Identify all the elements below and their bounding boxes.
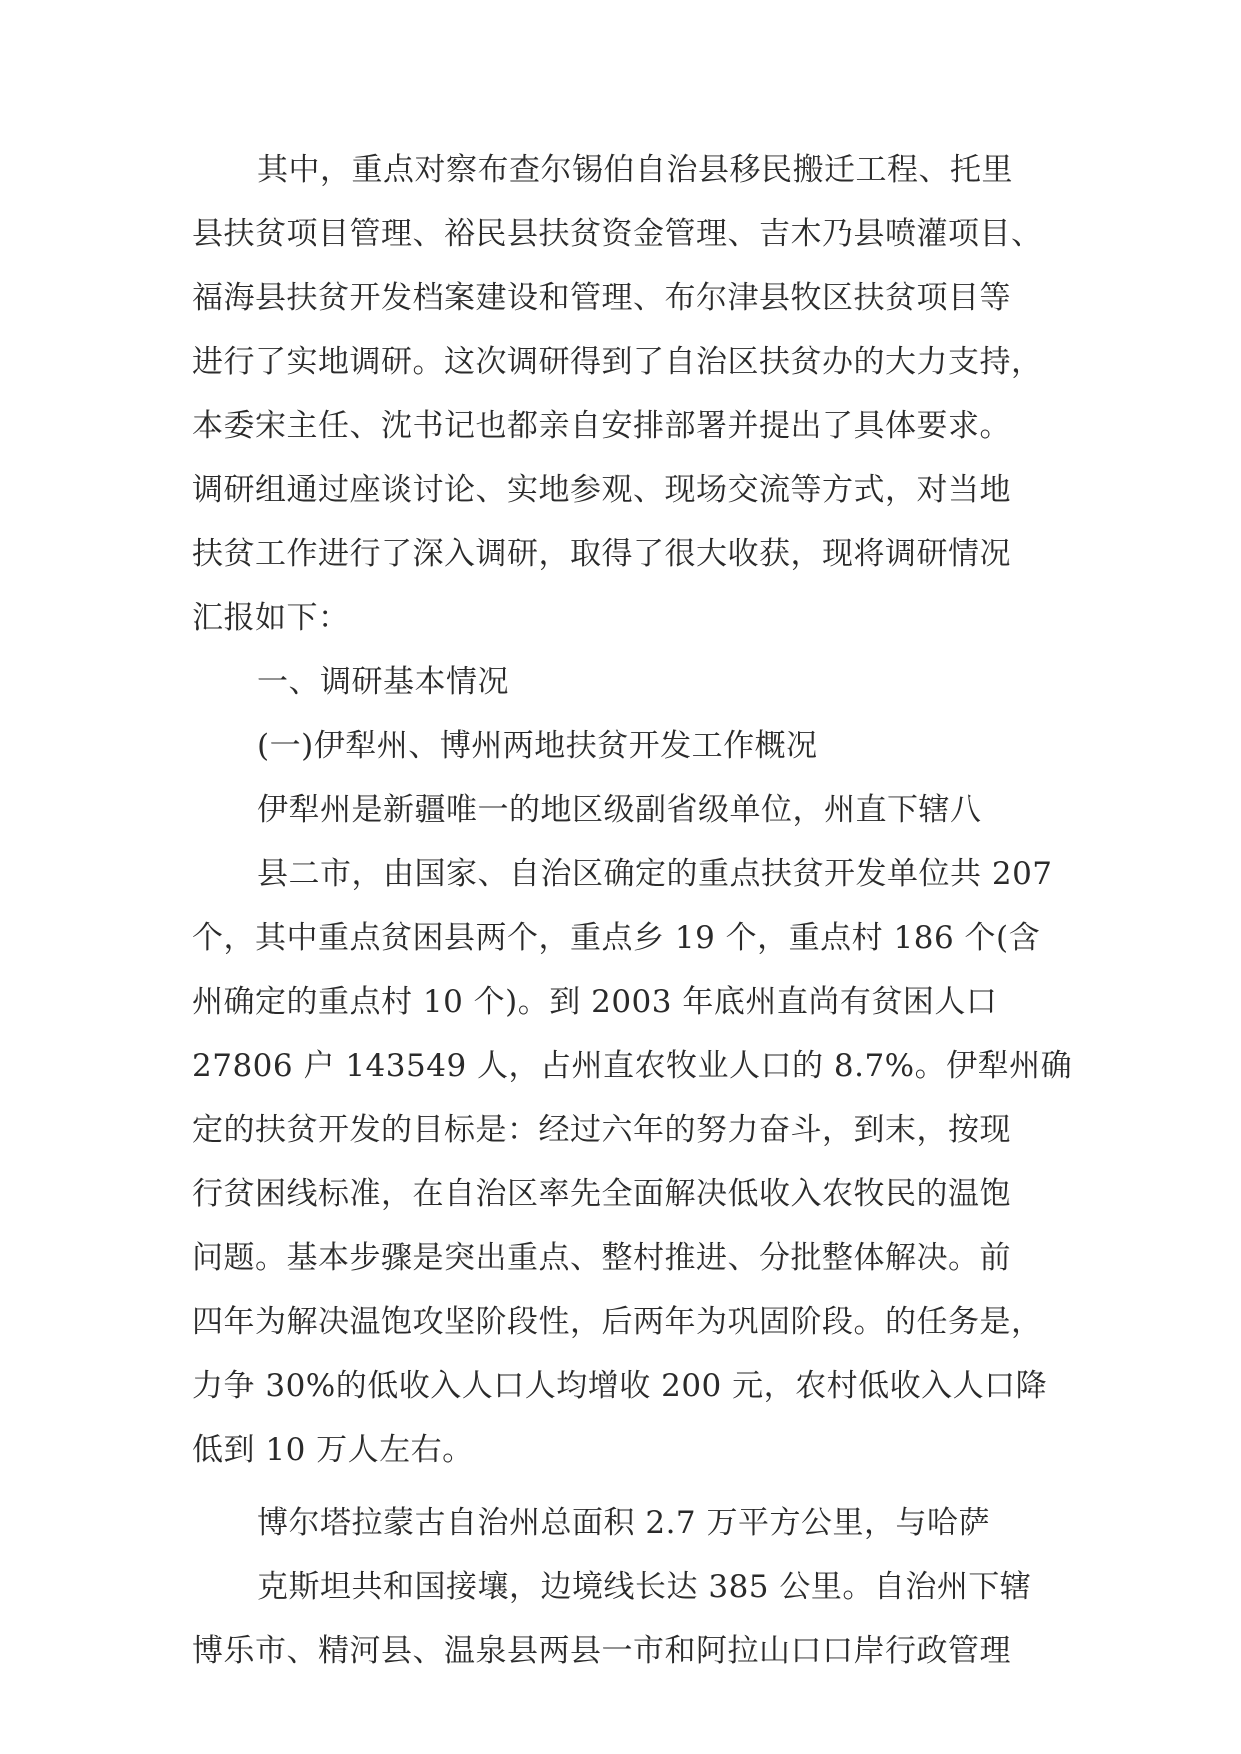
paragraph-line: 行贫困线标准，在自治区率先全面解决低收入农牧民的温饱: [192, 1176, 1011, 1212]
section-heading: 一、调研基本情况: [257, 664, 509, 700]
paragraph-line: 州确定的重点村 10 个)。到 2003 年底州直尚有贫困人口: [192, 984, 998, 1020]
paragraph-line: 县扶贫项目管理、裕民县扶贫资金管理、吉木乃县喷灌项目、: [192, 216, 1043, 252]
paragraph-line: 汇报如下：: [192, 600, 350, 636]
subsection-heading: (一)伊犁州、博州两地扶贫开发工作概况: [257, 728, 818, 764]
paragraph-line: 进行了实地调研。这次调研得到了自治区扶贫办的大力支持，: [192, 344, 1043, 380]
paragraph-line: 27806 户 143549 人，占州直农牧业人口的 8.7%。伊犁州确: [192, 1048, 1073, 1084]
paragraph-line: 个，其中重点贫困县两个，重点乡 19 个，重点村 186 个(含: [192, 920, 1041, 956]
paragraph-line: 博尔塔拉蒙古自治州总面积 2.7 万平方公里，与哈萨: [257, 1505, 991, 1541]
paragraph-line: 伊犁州是新疆唯一的地区级副省级单位，州直下辖八: [257, 792, 982, 828]
paragraph-line: 博乐市、精河县、温泉县两县一市和阿拉山口口岸行政管理: [192, 1633, 1011, 1669]
paragraph-line: 县二市，由国家、自治区确定的重点扶贫开发单位共 207: [257, 856, 1053, 892]
paragraph-line: 福海县扶贫开发档案建设和管理、布尔津县牧区扶贫项目等: [192, 280, 1011, 316]
paragraph-line: 本委宋主任、沈书记也都亲自安排部署并提出了具体要求。: [192, 408, 1011, 444]
paragraph-line: 其中，重点对察布查尔锡伯自治县移民搬迁工程、托里: [257, 152, 1013, 188]
paragraph-line: 定的扶贫开发的目标是：经过六年的努力奋斗，到末，按现: [192, 1112, 1011, 1148]
paragraph-line: 力争 30%的低收入人口人均增收 200 元，农村低收入人口降: [192, 1368, 1048, 1404]
paragraph-line: 四年为解决温饱攻坚阶段性，后两年为巩固阶段。的任务是，: [192, 1304, 1043, 1340]
paragraph-line: 克斯坦共和国接壤，边境线长达 385 公里。自治州下辖: [257, 1569, 1032, 1605]
paragraph-line: 低到 10 万人左右。: [192, 1432, 474, 1468]
paragraph-line: 调研组通过座谈讨论、实地参观、现场交流等方式，对当地: [192, 472, 1011, 508]
paragraph-line: 问题。基本步骤是突出重点、整村推进、分批整体解决。前: [192, 1240, 1011, 1276]
paragraph-line: 扶贫工作进行了深入调研，取得了很大收获，现将调研情况: [192, 536, 1011, 572]
